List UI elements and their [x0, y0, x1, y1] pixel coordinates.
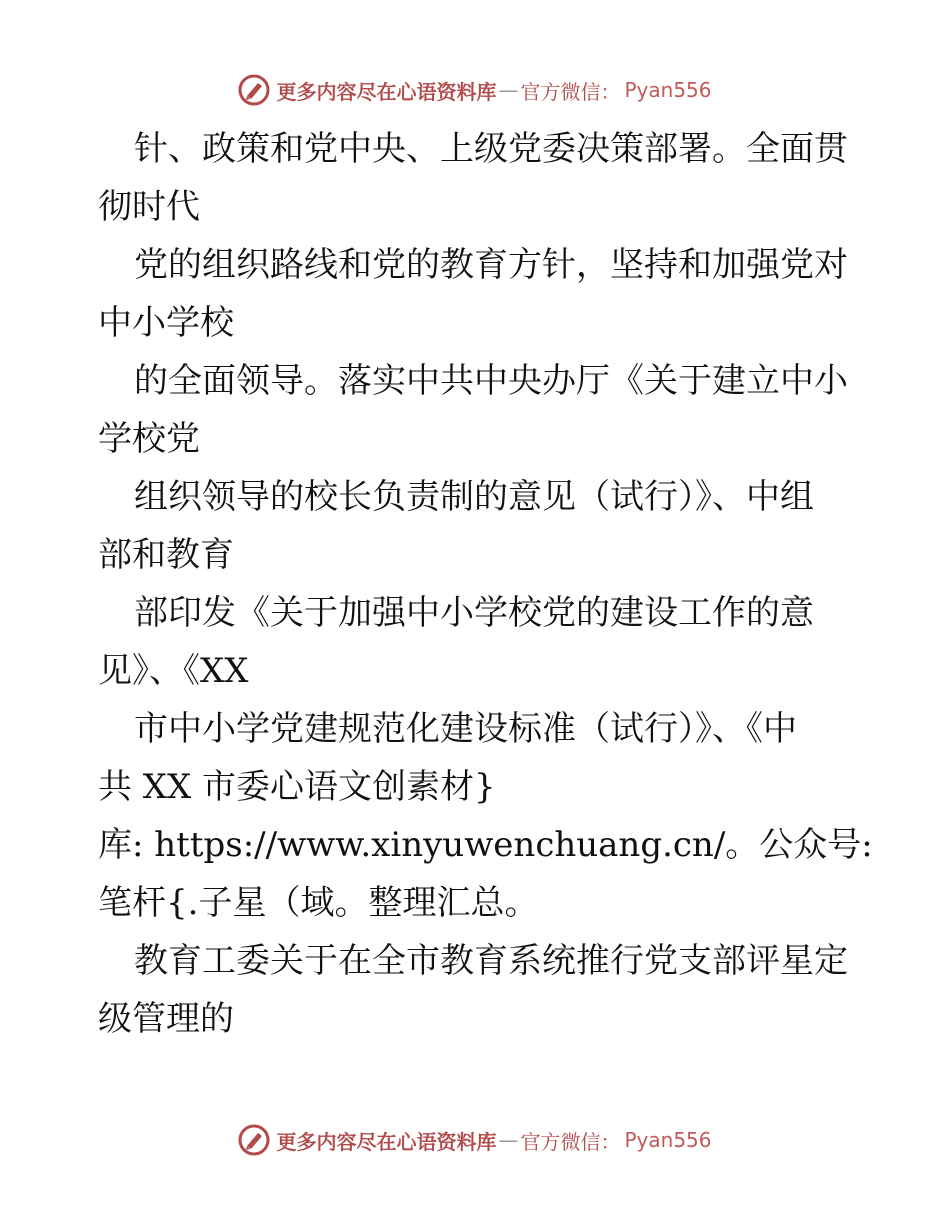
- body-line: [98, 816, 873, 874]
- header-watermark: [0, 70, 950, 110]
- document-body: [98, 120, 873, 1048]
- body-line: [98, 352, 858, 410]
- watermark-site-text: 更多内容尽在心语资料库: [276, 1129, 497, 1154]
- body-line-text: 部和教育: [98, 535, 234, 575]
- body-line: [98, 410, 858, 468]
- body-line: [98, 642, 858, 700]
- body-line-text: 市中小学党建规范化建设标准（试行）》、《中: [134, 709, 797, 749]
- body-line-text: 见》、《XX: [98, 651, 249, 691]
- watermark-label: 官方微信：: [520, 1129, 621, 1154]
- body-line-text: 库: https://www.xinyuwenchuang.cn/。公众号:: [98, 825, 873, 865]
- footer-watermark: [0, 1120, 950, 1160]
- body-line: [98, 932, 858, 990]
- body-line-text: 的全面领导。落实中共中央办厅《关于建立中小: [134, 361, 848, 401]
- body-line-text: 党的组织路线和党的教育方针，坚持和加强党对: [134, 245, 848, 285]
- watermark-site-text: 更多内容尽在心语资料库: [276, 79, 497, 104]
- watermark-dash: —: [498, 78, 519, 102]
- body-line-text: 学校党: [98, 419, 200, 459]
- body-line: [98, 294, 858, 352]
- body-line-text: 中小学校: [98, 303, 234, 343]
- pen-logo-icon: [238, 74, 270, 106]
- watermark-dash: —: [498, 1128, 519, 1152]
- body-line: [98, 758, 858, 816]
- body-line-text: 组织领导的校长负责制的意见（试行）》、中组: [134, 477, 814, 517]
- body-line-text: 针、政策和党中央、上级党委决策部署。全面贯: [134, 129, 848, 169]
- body-line-text: 彻时代: [98, 187, 200, 227]
- body-line: [98, 120, 858, 178]
- body-line: [98, 584, 858, 642]
- watermark-id: Pyan556: [624, 78, 712, 102]
- body-line-text: 部印发《关于加强中小学校党的建设工作的意: [134, 593, 814, 633]
- body-line: [98, 874, 858, 932]
- body-line-text: 级管理的: [98, 999, 234, 1039]
- watermark-id: Pyan556: [624, 1128, 712, 1152]
- body-line-text: 共 XX 市委心语文创素材}: [98, 767, 496, 807]
- body-line: [98, 700, 858, 758]
- body-line: [98, 178, 858, 236]
- body-line-text: 笔杆{.子星（域。整理汇总。: [98, 883, 539, 923]
- body-line: [98, 468, 858, 526]
- body-line-text: 教育工委关于在全市教育系统推行党支部评星定: [134, 941, 848, 981]
- watermark-label: 官方微信：: [520, 79, 621, 104]
- body-line: [98, 990, 858, 1048]
- pen-logo-icon: [238, 1124, 270, 1156]
- body-line: [98, 236, 858, 294]
- body-line: [98, 526, 858, 584]
